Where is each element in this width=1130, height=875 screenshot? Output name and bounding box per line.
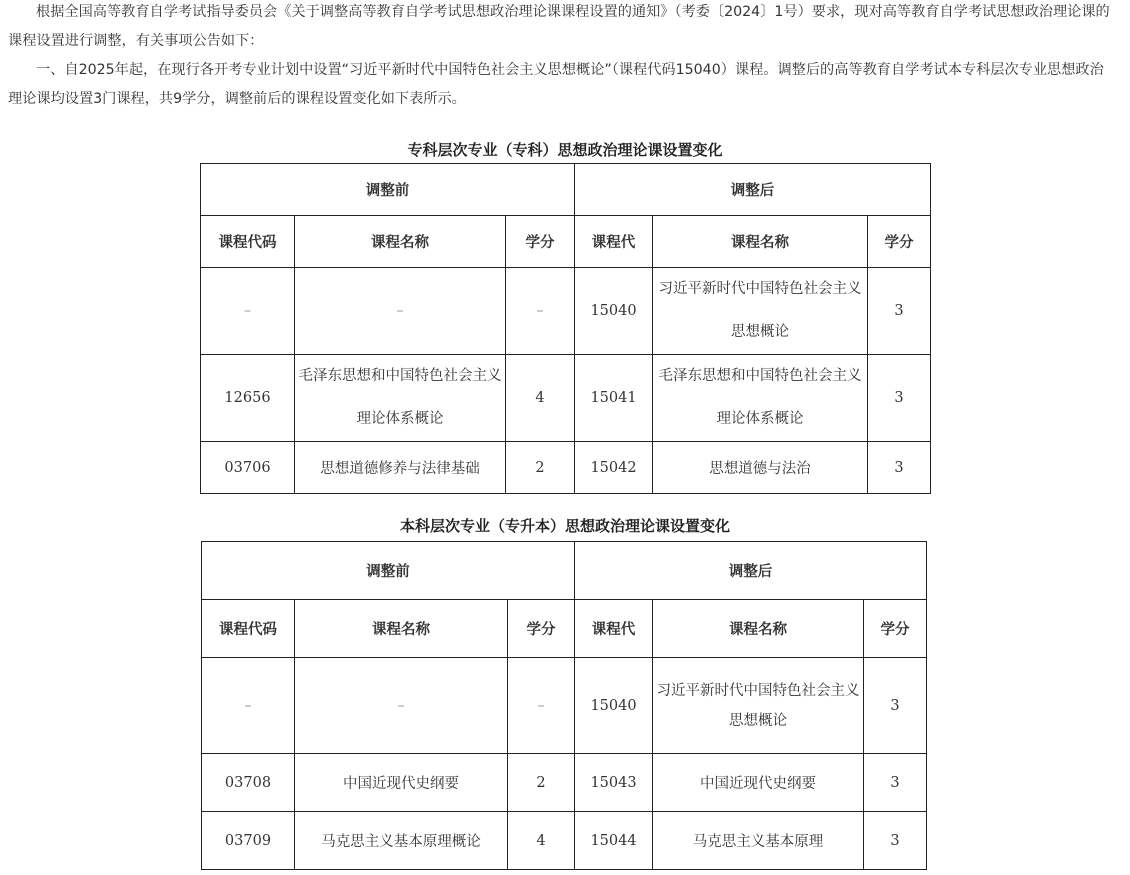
- table-row: [201, 442, 931, 494]
- before-code-cell: 03708: [202, 754, 295, 812]
- course-table-undergraduate: [201, 541, 927, 870]
- before-code-cell: 03709: [202, 812, 295, 870]
- before-code-cell: 12656: [201, 355, 295, 442]
- after-code-cell: 15042: [575, 442, 653, 494]
- after-credit-cell: 3: [868, 442, 931, 494]
- col-header-after-name: 课程名称: [653, 600, 864, 658]
- after-credit-cell: 3: [868, 355, 931, 442]
- col-header-before-name: 课程名称: [295, 216, 506, 268]
- before-credit-cell: 2: [506, 442, 575, 494]
- col-header-after-credit: 学分: [868, 216, 931, 268]
- after-code-cell: 15040: [575, 658, 653, 754]
- col-header-after-code: 课程代: [575, 600, 653, 658]
- after-name-cell: 中国近现代史纲要: [653, 754, 864, 812]
- after-name-cell: 思想道德与法治: [653, 442, 868, 494]
- before-credit-cell: –: [508, 658, 575, 754]
- after-name-cell: 毛泽东思想和中国特色社会主义理论体系概论: [653, 355, 868, 442]
- before-name-cell: –: [295, 268, 506, 355]
- col-header-before-code: 课程代码: [202, 600, 295, 658]
- after-code-cell: 15040: [575, 268, 653, 355]
- intro-paragraph-1: 根据全国高等教育自学考试指导委员会《关于调整高等教育自学考试思想政治理论课课程设置的通知》（考委〔2024〕1号）要求，现对高等教育自学考试思想政治理论课的课程设置进行调整，有关事项公告如下：: [8, 4, 1110, 49]
- col-header-before-credit: 学分: [506, 216, 575, 268]
- group-header-before: 调整前: [202, 542, 575, 600]
- after-name-cell: 习近平新时代中国特色社会主义思想概论: [653, 268, 868, 355]
- group-header-after: 调整后: [575, 542, 927, 600]
- before-code-cell: –: [201, 268, 295, 355]
- col-header-before-name: 课程名称: [295, 600, 508, 658]
- before-credit-cell: 4: [508, 812, 575, 870]
- before-name-cell: 中国近现代史纲要: [295, 754, 508, 812]
- after-credit-cell: 3: [864, 658, 927, 754]
- group-header-after: 调整后: [575, 164, 931, 216]
- group-header-before: 调整前: [201, 164, 575, 216]
- before-name-cell: 毛泽东思想和中国特色社会主义理论体系概论: [295, 355, 506, 442]
- before-credit-cell: 2: [508, 754, 575, 812]
- table-row: [201, 355, 931, 442]
- after-credit-cell: 3: [864, 754, 927, 812]
- before-credit-cell: 4: [506, 355, 575, 442]
- table-row: [202, 754, 927, 812]
- intro-paragraph-2: 一、自2025年起，在现行各开考专业计划中设置“习近平新时代中国特色社会主义思想概论”（课程代码15040）课程。调整后的高等教育自学考试本专科层次专业思想政治理论课均设置3门课程，共9学分，调整前后的课程设置变化如下表所示。: [8, 62, 1104, 107]
- col-header-after-name: 课程名称: [653, 216, 868, 268]
- course-table-junior-college: [200, 163, 931, 494]
- before-name-cell: –: [295, 658, 508, 754]
- table-title-undergraduate: 本科层次专业（专升本）思想政治理论课设置变化: [399, 517, 730, 535]
- table-title-junior-college: 专科层次专业（专科）思想政治理论课设置变化: [407, 141, 723, 159]
- table-row: [202, 658, 927, 754]
- col-header-after-code: 课程代: [575, 216, 653, 268]
- col-header-before-code: 课程代码: [201, 216, 295, 268]
- before-name-cell: 马克思主义基本原理概论: [295, 812, 508, 870]
- after-credit-cell: 3: [864, 812, 927, 870]
- before-code-cell: –: [202, 658, 295, 754]
- col-header-after-credit: 学分: [864, 600, 927, 658]
- after-name-cell: 马克思主义基本原理: [653, 812, 864, 870]
- before-code-cell: 03706: [201, 442, 295, 494]
- before-credit-cell: –: [506, 268, 575, 355]
- table-row: [201, 268, 931, 355]
- col-header-before-credit: 学分: [508, 600, 575, 658]
- after-code-cell: 15044: [575, 812, 653, 870]
- after-name-cell: 习近平新时代中国特色社会主义思想概论: [653, 658, 864, 754]
- after-code-cell: 15043: [575, 754, 653, 812]
- after-credit-cell: 3: [868, 268, 931, 355]
- table-row: [202, 812, 927, 870]
- after-code-cell: 15041: [575, 355, 653, 442]
- before-name-cell: 思想道德修养与法律基础: [295, 442, 506, 494]
